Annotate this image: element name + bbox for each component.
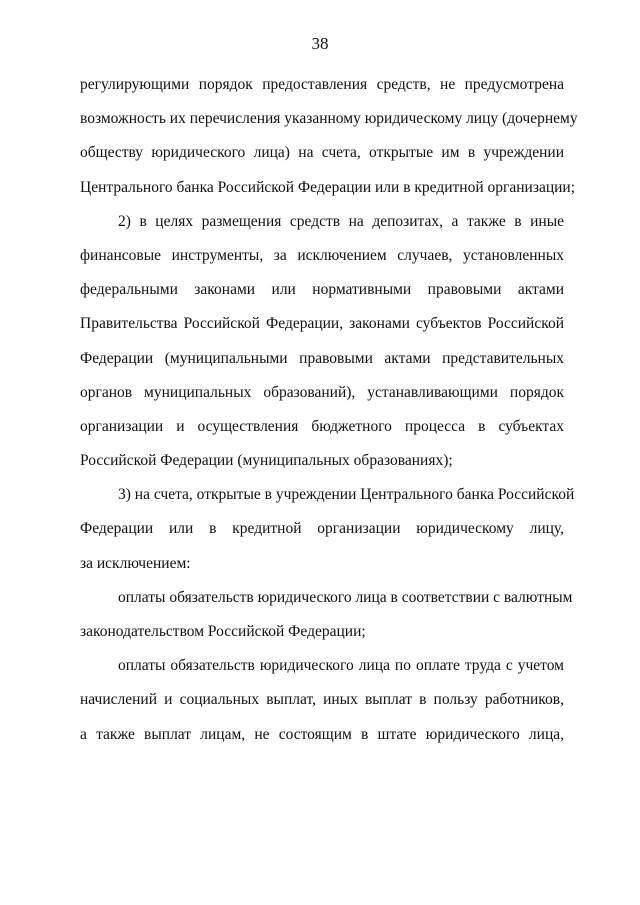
document-body — [80, 68, 578, 752]
text-line: а также выплат лицам, не состоящим в штате юридического лица, — [80, 725, 564, 743]
text-line: регулирующими порядок предоставления средств, не предусмотрена — [80, 76, 564, 93]
text-line: начислений и социальных выплат, иных выплат в пользу работников, — [80, 691, 564, 709]
text-line: федеральными законами или нормативными правовыми актами — [80, 281, 564, 299]
text-line: обществу юридического лица) на счета, открытые им в учреждении — [80, 144, 564, 162]
paragraph-first-line: оплаты обязательств юридического лица по оплате труда с учетом — [118, 657, 564, 675]
paragraph-first-line: 3) на счета, открытые в учреждении Центрального банка Российской — [118, 486, 575, 504]
paragraph-first-line: 2) в целях размещения средств на депозитах, а также в иные — [118, 212, 564, 230]
text-line: Федерации или в кредитной организации юридическому лицу, — [80, 520, 564, 538]
text-line: Российской Федерации (муниципальных образованиях); — [80, 452, 453, 470]
text-line: возможность их перечисления указанному юридическому лицу (дочернему — [80, 110, 578, 128]
text-line: организации и осуществления бюджетного процесса в субъектах — [80, 417, 564, 435]
page-number: 38 — [311, 34, 329, 53]
text-line: за исключением: — [80, 554, 191, 572]
text-line: Федерации (муниципальными правовыми актами представительных — [80, 349, 564, 367]
paragraph-first-line: оплаты обязательств юридического лица в соответствии с валютным — [118, 588, 573, 606]
text-line: финансовые инструменты, за исключением случаев, установленных — [80, 246, 564, 264]
text-line: органов муниципальных образований), устанавливающими порядок — [80, 383, 564, 401]
text-line: законодательством Российской Федерации; — [80, 623, 366, 640]
text-line: Центрального банка Российской Федерации или в кредитной организации; — [80, 178, 576, 196]
text-line: Правительства Российской Федерации, законами субъектов Российской — [80, 315, 564, 333]
